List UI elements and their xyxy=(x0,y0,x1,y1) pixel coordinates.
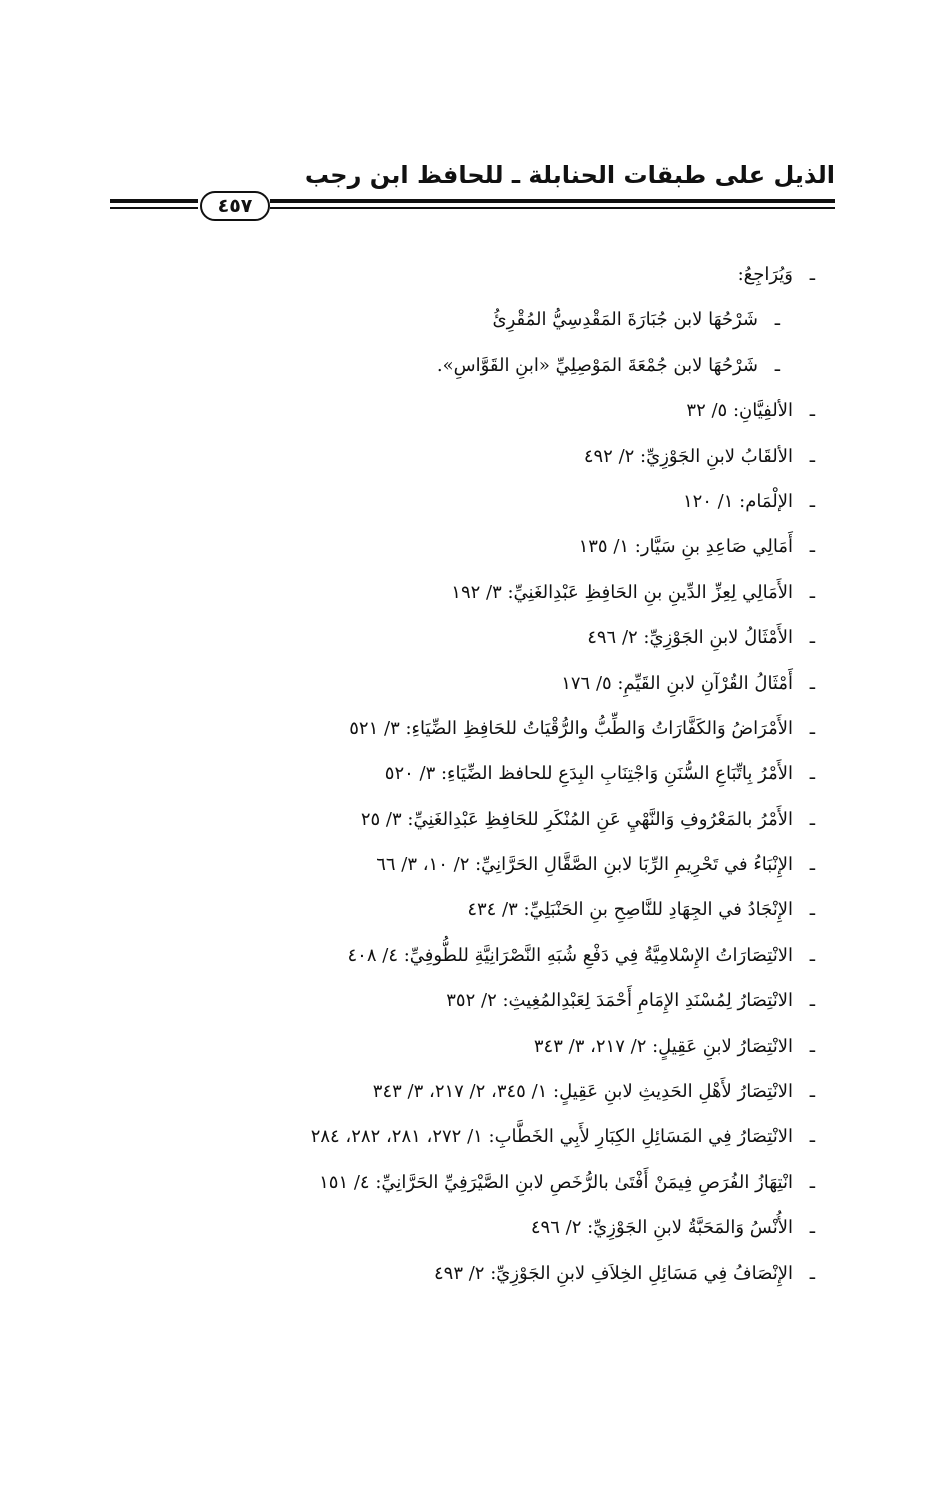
header-rule-right xyxy=(270,199,835,209)
page-header xyxy=(100,160,835,220)
entry-text: الأُنْسُ وَالمَحَبَّةُ لابنِ الجَوْزِيِّ: ٢/ ٤٩٦ xyxy=(530,1217,793,1239)
index-sub-entry xyxy=(300,297,815,342)
index-entry xyxy=(300,661,815,706)
entry-dash: ـ xyxy=(809,490,815,512)
index-entry xyxy=(300,1205,815,1250)
entry-dash: ـ xyxy=(809,400,815,422)
entry-text: شَرْحُهَا لابن جُمْعَةَ المَوْصِلِيِّ «ابنِ القَوَّاسِ». xyxy=(436,354,758,376)
entry-dash: ـ xyxy=(774,354,780,376)
entry-dash: ـ xyxy=(809,1262,815,1284)
entry-text: الألقَابُ لابنِ الجَوْزِيِّ: ٢/ ٤٩٢ xyxy=(583,445,793,467)
index-entry xyxy=(300,479,815,524)
entry-text: أَمَالِي صَاعِدِ بنِ سَيَّار: ١/ ١٣٥ xyxy=(578,536,793,558)
entry-text: الانْتِصَارُ لأَهْلِ الحَدِيثِ لابنِ عَقِيلٍ: ١/ ٣٤٥، ٢/ ٢١٧، ٣/ ٣٤٣ xyxy=(372,1081,793,1103)
index-entry xyxy=(300,570,815,615)
entry-dash: ـ xyxy=(809,808,815,830)
entry-dash: ـ xyxy=(809,1035,815,1057)
entry-text: الإِنْجَادُ في الجِهَادِ للنَّاصِحِ بنِ الحَنْبَلِيِّ: ٣/ ٤٣٤ xyxy=(467,899,793,921)
entry-text: انْتِهَازُ الفُرَصِ فِيمَنْ أَفْتَىٰ بالرُّخَصِ لابنِ الصَّيْرَفِيِّ الحَرَّانِيِّ: ٤/ ١٥١ xyxy=(319,1171,793,1193)
entry-dash: ـ xyxy=(809,854,815,876)
entry-dash: ـ xyxy=(809,1081,815,1103)
header-rule xyxy=(100,195,835,215)
entry-text: الأَمَالِي لِعِزِّ الدِّينِ بنِ الحَافِظِ عَبْدِالغَنِيِّ: ٣/ ١٩٢ xyxy=(451,581,793,603)
header-rule-left xyxy=(110,199,198,209)
entry-dash: ـ xyxy=(809,944,815,966)
entry-dash: ـ xyxy=(774,309,780,331)
entry-text: الأَمْثَالُ لابنِ الجَوْزِيِّ: ٢/ ٤٩٦ xyxy=(587,627,793,649)
index-entry xyxy=(300,1114,815,1159)
entry-dash: ـ xyxy=(809,899,815,921)
entry-text: الإِنْصَافُ فِي مَسَائِلِ الخِلاَفِ لابنِ الجَوْزِيِّ: ٢/ ٤٩٣ xyxy=(433,1262,793,1284)
index-entry xyxy=(300,388,815,433)
entry-dash: ـ xyxy=(809,445,815,467)
index-entry xyxy=(300,1251,815,1296)
index-entry xyxy=(300,615,815,660)
entry-dash: ـ xyxy=(809,672,815,694)
entry-text: الانْتِصَارُ لِمُسْنَدِ الإِمَامِ أَحْمَدَ لِعَبْدِالمُغِيثِ: ٢/ ٣٥٢ xyxy=(446,990,793,1012)
entry-text: وَيُرَاجِعُ: xyxy=(737,264,793,285)
entry-dash: ـ xyxy=(809,536,815,558)
index-entry xyxy=(300,524,815,569)
entry-dash: ـ xyxy=(809,1217,815,1239)
book-title: الذيل على طبقات الحنابلة ـ للحافظ ابن رجب xyxy=(304,161,835,189)
entry-text: الأَمْرَاضُ وَالكَفَّارَاتُ وَالطِّبُّ والرُّقْيَاتُ للحَافِظِ الضِّيَاءِ: ٣/ ٥٢١ xyxy=(349,717,793,739)
entry-text: شَرْحُهَا لابن جُبَارَةَ المَقْدِسِيُّ المُقْرِئُ xyxy=(492,309,758,331)
index-sub-entry xyxy=(300,343,815,388)
index-entry xyxy=(300,751,815,796)
entry-text: أَمْثَالُ القُرْآنِ لابنِ القَيِّمِ: ٥/ ١٧٦ xyxy=(561,672,793,694)
entry-text: الألفِيَّانِ: ٥/ ٣٢ xyxy=(686,400,793,422)
index-entry xyxy=(300,797,815,842)
entry-dash: ـ xyxy=(809,990,815,1012)
page-number: ٤٥٧ xyxy=(200,191,270,221)
entry-text: الإِنْبَاءُ في تَحْرِيمِ الرِّبَا لابنِ الصَّقَّالِ الحَرَّانِيِّ: ٢/ ١٠، ٣/ ٦٦ xyxy=(376,854,793,876)
entry-text: الإلْمَام: ١/ ١٢٠ xyxy=(682,490,793,512)
entry-dash: ـ xyxy=(809,627,815,649)
index-list xyxy=(300,252,815,1296)
index-entry xyxy=(300,706,815,751)
index-entry xyxy=(300,842,815,887)
entry-dash: ـ xyxy=(809,1171,815,1193)
entry-text: الأَمْرُ بِاتِّبَاعِ السُّنَنِ وَاجْتِنَابِ البِدَعِ للحافظ الضِّيَاءِ: ٣/ ٥٢٠ xyxy=(384,763,793,785)
entry-dash: ـ xyxy=(809,1126,815,1148)
index-entry xyxy=(300,1024,815,1069)
index-entry xyxy=(300,252,815,297)
index-entry xyxy=(300,887,815,932)
entry-dash: ـ xyxy=(809,717,815,739)
index-entry xyxy=(300,434,815,479)
entry-dash: ـ xyxy=(809,264,815,285)
entry-dash: ـ xyxy=(809,581,815,603)
index-entry xyxy=(300,1160,815,1205)
index-entry xyxy=(300,978,815,1023)
entry-dash: ـ xyxy=(809,763,815,785)
index-entry xyxy=(300,1069,815,1114)
entry-text: الانْتِصَارُ فِي المَسَائِلِ الكِبَارِ لأَبِي الخَطَّابِ: ١/ ٢٧٢، ٢٨١، ٢٨٢، ٢٨٤ xyxy=(310,1126,793,1148)
entry-text: الانْتِصَارَاتُ الإِسْلامِيَّةُ فِي دَفْعِ شُبَهِ النَّصْرَانِيَّةِ للطُّوفِيِّ: ٤/ ٤٠٨ xyxy=(347,944,793,966)
entry-text: الأَمْرُ بالمَعْرُوفِ وَالنَّهْيِ عَنِ المُنْكَرِ للحَافِظِ عَبْدِالغَنِيِّ: ٣/ ٢٥ xyxy=(360,808,793,830)
entry-text: الانْتِصَارُ لابنِ عَقِيلٍ: ٢/ ٢١٧، ٣/ ٣٤٣ xyxy=(533,1035,793,1057)
index-entry xyxy=(300,933,815,978)
